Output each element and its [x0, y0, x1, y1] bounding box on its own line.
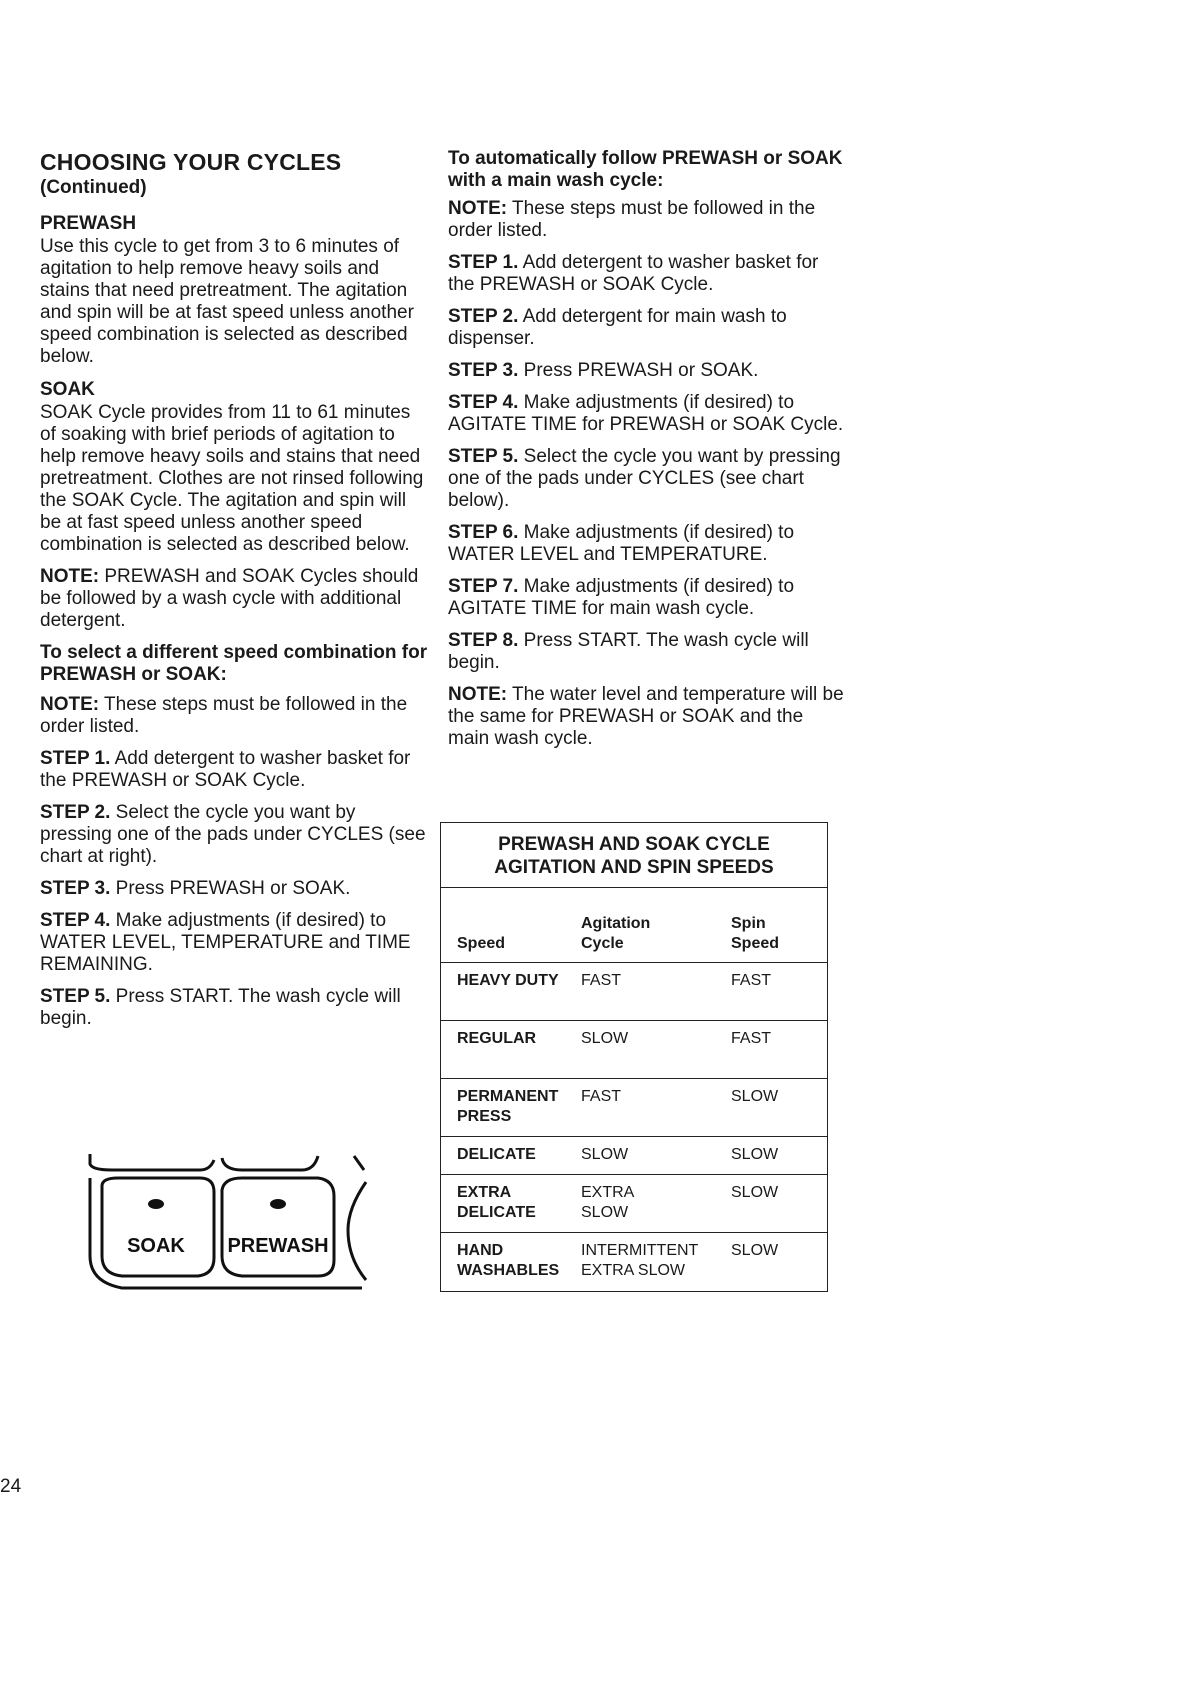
step-label: STEP 3. — [40, 878, 111, 899]
prewash-pad-label: PREWASH — [227, 1235, 329, 1257]
table-row — [441, 1137, 827, 1175]
note-text: PREWASH and SOAK Cycles should be followed by a wash cycle with additional detergent. — [40, 566, 419, 631]
speed-cell-line-2: PRESS — [457, 1108, 512, 1125]
left-column — [40, 148, 430, 1040]
left-step-3 — [40, 878, 430, 900]
step-label: STEP 3. — [448, 360, 519, 381]
header-spin — [731, 914, 827, 954]
prewash-heading: PREWASH — [40, 213, 137, 234]
table-row — [441, 1021, 827, 1079]
agitation-cell: FAST — [581, 1088, 622, 1105]
step-label: STEP 1. — [448, 252, 519, 273]
step-label: STEP 2. — [40, 802, 111, 823]
step-text: Make adjustments (if desired) to AGITATE TIME for main wash cycle. — [448, 576, 795, 619]
spin-cell: SLOW — [731, 1242, 779, 1259]
right-step-2 — [448, 306, 848, 350]
speed-cell: REGULAR — [457, 1030, 537, 1047]
step-text: Make adjustments (if desired) to WATER LEVEL, TEMPERATURE and TIME REMAINING. — [40, 910, 411, 975]
right-step-7 — [448, 576, 848, 620]
auto-follow-heading: To automatically follow PREWASH or SOAK with a main wash cycle: — [448, 148, 843, 191]
bracket-line — [354, 1156, 364, 1170]
agitation-cell: INTERMITTENT — [581, 1242, 699, 1259]
prewash-pad-outline — [222, 1178, 334, 1276]
header-agitation-line-2: Cycle — [581, 935, 624, 952]
header-agitation-line-1: Agitation — [581, 915, 651, 932]
page-number: 24 — [0, 1476, 22, 1497]
speed-cell: HEAVY DUTY — [457, 972, 559, 989]
speed-cell-line-2: WASHABLES — [457, 1262, 560, 1279]
speed-cell: DELICATE — [457, 1146, 536, 1163]
prewash-pad[interactable] — [222, 1178, 334, 1276]
spin-cell: FAST — [731, 1030, 772, 1047]
header-spin-line-2: Speed — [731, 935, 780, 952]
note-prewash-soak — [40, 566, 430, 632]
step-label: STEP 8. — [448, 630, 519, 651]
page-subtitle: (Continued) — [40, 177, 147, 198]
header-speed: Speed — [457, 935, 506, 952]
step-label: STEP 2. — [448, 306, 519, 327]
soak-pad-outline — [102, 1178, 214, 1276]
prewash-description: Use this cycle to get from 3 to 6 minutes of agitation to help remove heavy soils and stains that need pretreatment. The agitation and spin will be at fast speed unless another speed combination is selected as described below. — [40, 236, 414, 367]
step-text: Add detergent to washer basket for the PREWASH or SOAK Cycle. — [448, 252, 819, 295]
step-label: STEP 4. — [448, 392, 519, 413]
table-title-line-2: AGITATION AND SPIN SPEEDS — [494, 857, 774, 878]
note-label: NOTE: — [40, 694, 100, 715]
step-text: Select the cycle you want by pressing one of the pads under CYCLES (see chart at right). — [40, 802, 426, 867]
speed-cell-line-2: DELICATE — [457, 1204, 536, 1221]
table-row — [441, 1079, 827, 1137]
step-text: Add detergent to washer basket for the PREWASH or SOAK Cycle. — [40, 748, 411, 791]
right-column — [448, 148, 848, 760]
step-label: STEP 6. — [448, 522, 519, 543]
step-text: Select the cycle you want by pressing one of the pads under CYCLES (see chart below). — [448, 446, 841, 511]
right-step-8 — [448, 630, 848, 674]
soak-heading: SOAK — [40, 379, 95, 400]
table-title-line-1: PREWASH AND SOAK CYCLE — [498, 834, 770, 855]
left-step-4 — [40, 910, 430, 976]
step-label: STEP 5. — [448, 446, 519, 467]
select-speed-heading: To select a different speed combination for PREWASH or SOAK: — [40, 642, 428, 685]
soak-description: SOAK Cycle provides from 11 to 61 minutes of soaking with brief periods of agitation to help remove heavy soils and stains that need pretreatment. Clothes are not rinsed following the SOAK Cycle. The agitation and spin will be at fast speed unless another speed combination is selected as described below. — [40, 402, 424, 555]
left-step-1 — [40, 748, 430, 792]
note-label: NOTE: — [448, 684, 508, 705]
soak-pad-label: SOAK — [127, 1235, 185, 1257]
speed-table — [440, 822, 828, 1292]
agitation-cell-line-2: SLOW — [581, 1204, 629, 1221]
speed-cell: EXTRA — [457, 1184, 512, 1201]
step-label: STEP 7. — [448, 576, 519, 597]
step-label: STEP 5. — [40, 986, 111, 1007]
right-step-3 — [448, 360, 848, 382]
step-label: STEP 4. — [40, 910, 111, 931]
agitation-cell: EXTRA — [581, 1184, 635, 1201]
right-step-6 — [448, 522, 848, 566]
right-step-4 — [448, 392, 848, 436]
note-text: The water level and temperature will be the same for PREWASH or SOAK and the main wash cycle. — [448, 684, 844, 749]
note-label: NOTE: — [448, 198, 508, 219]
spin-cell: SLOW — [731, 1146, 779, 1163]
table-row — [441, 1233, 827, 1291]
step-text: Press PREWASH or SOAK. — [110, 878, 351, 899]
control-panel-illustration — [82, 1148, 370, 1298]
control-panel-svg — [82, 1148, 370, 1298]
agitation-cell: FAST — [581, 972, 622, 989]
note-order — [448, 198, 848, 242]
step-text: Make adjustments (if desired) to AGITATE TIME for PREWASH or SOAK Cycle. — [448, 392, 844, 435]
prewash-indicator-light — [270, 1199, 286, 1209]
table-title — [441, 823, 827, 888]
table-header-row — [441, 888, 827, 963]
table-row — [441, 1175, 827, 1233]
partial-next-pad — [348, 1182, 366, 1280]
note-text: These steps must be followed in the order listed. — [40, 694, 408, 737]
spin-cell: SLOW — [731, 1088, 779, 1105]
step-text: Make adjustments (if desired) to WATER LEVEL and TEMPERATURE. — [448, 522, 795, 565]
agitation-cell: SLOW — [581, 1146, 629, 1163]
note-same-settings — [448, 684, 848, 750]
step-text: Press START. The wash cycle will begin. — [448, 630, 809, 673]
step-text: Press START. The wash cycle will begin. — [40, 986, 401, 1029]
agitation-cell-line-2: EXTRA SLOW — [581, 1262, 686, 1279]
speed-cell: PERMANENT — [457, 1088, 559, 1105]
table-row — [441, 963, 827, 1021]
step-text: Press PREWASH or SOAK. — [518, 360, 759, 381]
spin-cell: FAST — [731, 972, 772, 989]
note-text: These steps must be followed in the order listed. — [448, 198, 816, 241]
soak-indicator-light — [148, 1199, 164, 1209]
right-step-1 — [448, 252, 848, 296]
header-spin-line-1: Spin — [731, 915, 766, 932]
speed-cell: HAND — [457, 1242, 504, 1259]
agitation-cell: SLOW — [581, 1030, 629, 1047]
left-step-2 — [40, 802, 430, 868]
page-title: CHOOSING YOUR CYCLES — [40, 149, 342, 175]
bracket-line — [222, 1156, 318, 1170]
spin-cell: SLOW — [731, 1184, 779, 1201]
header-agitation — [577, 914, 731, 954]
step-text: Add detergent for main wash to dispenser. — [448, 306, 787, 349]
soak-pad[interactable] — [102, 1178, 214, 1276]
bracket-line — [90, 1154, 214, 1170]
step-label: STEP 1. — [40, 748, 111, 769]
note-label: NOTE: — [40, 566, 100, 587]
right-step-5 — [448, 446, 848, 512]
left-step-5 — [40, 986, 430, 1030]
note-order — [40, 694, 430, 738]
